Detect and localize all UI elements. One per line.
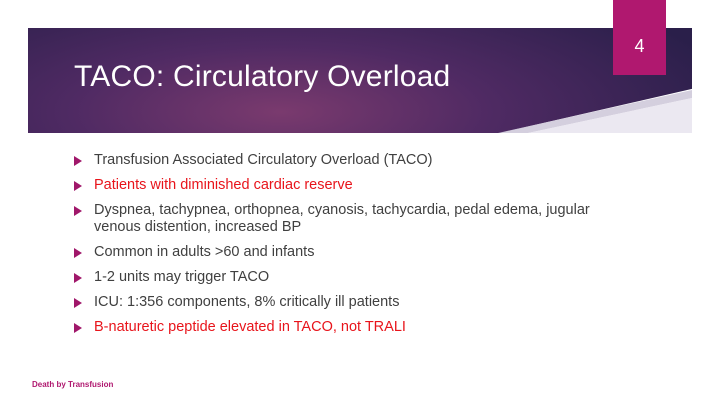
triangle-bullet-icon [74, 273, 82, 283]
bullet-item [72, 319, 632, 336]
page-number: 4 [634, 36, 645, 56]
bullet-item [72, 152, 632, 169]
bullet-text: Patients with diminished cardiac reserve [94, 177, 353, 193]
bullet-list [72, 152, 632, 344]
bullet-item [72, 244, 632, 261]
triangle-bullet-icon [74, 206, 82, 216]
bullet-item [72, 202, 632, 236]
bullet-item [72, 294, 632, 311]
bullet-item [72, 177, 632, 194]
page-number-tab [613, 0, 666, 75]
bullet-item [72, 269, 632, 286]
bullet-text: Dyspnea, tachypnea, orthopnea, cyanosis, tachycardia, pedal edema, jugular venous distention, increased BP [94, 202, 590, 235]
footer-text: Death by Transfusion [32, 380, 114, 389]
triangle-bullet-icon [74, 248, 82, 258]
triangle-bullet-icon [74, 298, 82, 308]
bullet-text: 1-2 units may trigger TACO [94, 269, 270, 285]
bullet-text: Transfusion Associated Circulatory Overload (TACO) [94, 152, 433, 168]
triangle-bullet-icon [74, 181, 82, 191]
bullet-text: ICU: 1:356 components, 8% critically ill patients [94, 294, 400, 310]
slide-title: TACO: Circulatory Overload [74, 60, 451, 93]
triangle-bullet-icon [74, 323, 82, 333]
triangle-bullet-icon [74, 156, 82, 166]
bullet-text: Common in adults >60 and infants [94, 244, 315, 260]
bullet-text: B-naturetic peptide elevated in TACO, not TRALI [94, 319, 406, 335]
